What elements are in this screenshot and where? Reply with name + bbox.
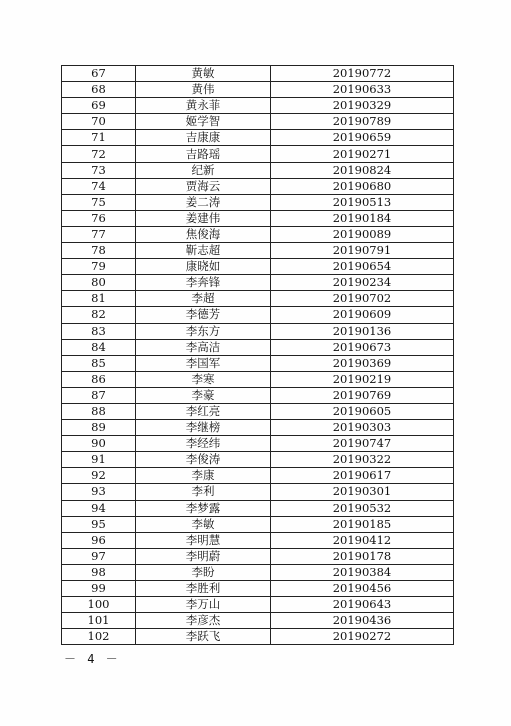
table-row [62,178,454,194]
table-row [62,130,454,146]
name-cell: 李彦杰 [136,613,271,629]
id-number-cell: 20190789 [271,114,454,130]
id-number-cell: 20190532 [271,500,454,516]
id-number-cell: 20190184 [271,210,454,226]
row-number-cell: 74 [62,178,136,194]
table-row [62,468,454,484]
name-cell: 李利 [136,484,271,500]
id-number-cell: 20190412 [271,532,454,548]
table-row [62,323,454,339]
row-number-cell: 97 [62,548,136,564]
name-cell: 吉康康 [136,130,271,146]
name-cell: 李高洁 [136,339,271,355]
name-cell: 康晓如 [136,259,271,275]
name-cell: 姜二涛 [136,194,271,210]
id-number-cell: 20190617 [271,468,454,484]
table-row [62,243,454,259]
name-cell: 焦俊海 [136,226,271,242]
name-cell: 李继榜 [136,420,271,436]
id-number-cell: 20190384 [271,564,454,580]
row-number-cell: 89 [62,420,136,436]
row-number-cell: 96 [62,532,136,548]
id-number-cell: 20190303 [271,420,454,436]
row-number-cell: 80 [62,275,136,291]
table-row [62,484,454,500]
table-row [62,259,454,275]
name-cell: 李超 [136,291,271,307]
id-number-cell: 20190089 [271,226,454,242]
name-cell: 李梦露 [136,500,271,516]
id-number-cell: 20190633 [271,82,454,98]
row-number-cell: 73 [62,162,136,178]
table-row [62,371,454,387]
row-number-cell: 92 [62,468,136,484]
table-row [62,436,454,452]
row-number-cell: 71 [62,130,136,146]
id-number-cell: 20190702 [271,291,454,307]
table-row [62,387,454,403]
table-row [62,146,454,162]
name-cell: 黄伟 [136,82,271,98]
id-number-cell: 20190272 [271,629,454,645]
row-number-cell: 98 [62,564,136,580]
row-number-cell: 82 [62,307,136,323]
row-number-cell: 102 [62,629,136,645]
table-row [62,613,454,629]
table-row [62,564,454,580]
page-number: － 4 － [64,652,120,666]
name-cell: 姜建伟 [136,210,271,226]
table-row [62,210,454,226]
name-cell: 李俊涛 [136,452,271,468]
table-row [62,403,454,419]
id-number-cell: 20190659 [271,130,454,146]
name-cell: 李红亮 [136,403,271,419]
table-row [62,307,454,323]
row-number-cell: 81 [62,291,136,307]
row-number-cell: 69 [62,98,136,114]
id-number-cell: 20190456 [271,581,454,597]
row-number-cell: 68 [62,82,136,98]
table-row [62,532,454,548]
table-row [62,452,454,468]
name-cell: 李寒 [136,371,271,387]
name-cell: 纪新 [136,162,271,178]
row-number-cell: 78 [62,243,136,259]
name-cell: 姬学智 [136,114,271,130]
row-number-cell: 101 [62,613,136,629]
id-number-cell: 20190329 [271,98,454,114]
name-cell: 李胜利 [136,581,271,597]
id-number-cell: 20190234 [271,275,454,291]
name-cell: 李万山 [136,597,271,613]
row-number-cell: 90 [62,436,136,452]
name-cell: 李盼 [136,564,271,580]
id-number-cell: 20190643 [271,597,454,613]
name-cell: 黄敏 [136,66,271,82]
row-number-cell: 86 [62,371,136,387]
name-cell: 李康 [136,468,271,484]
table-row [62,98,454,114]
table-row [62,629,454,645]
row-number-cell: 79 [62,259,136,275]
id-number-cell: 20190185 [271,516,454,532]
row-number-cell: 85 [62,355,136,371]
table-row [62,275,454,291]
id-number-cell: 20190436 [271,613,454,629]
table-row [62,581,454,597]
name-cell: 李跃飞 [136,629,271,645]
name-cell: 李奔锋 [136,275,271,291]
table-row [62,597,454,613]
id-number-cell: 20190369 [271,355,454,371]
name-cell: 李明慧 [136,532,271,548]
row-number-cell: 94 [62,500,136,516]
roster-table-body [62,66,454,645]
table-row [62,500,454,516]
table-row [62,162,454,178]
id-number-cell: 20190301 [271,484,454,500]
name-cell: 黄永菲 [136,98,271,114]
id-number-cell: 20190219 [271,371,454,387]
table-row [62,82,454,98]
row-number-cell: 87 [62,387,136,403]
id-number-cell: 20190747 [271,436,454,452]
row-number-cell: 93 [62,484,136,500]
id-number-cell: 20190322 [271,452,454,468]
row-number-cell: 100 [62,597,136,613]
row-number-cell: 91 [62,452,136,468]
row-number-cell: 83 [62,323,136,339]
table-row [62,291,454,307]
table-row [62,114,454,130]
table-row [62,339,454,355]
name-cell: 李明蔚 [136,548,271,564]
id-number-cell: 20190824 [271,162,454,178]
id-number-cell: 20190772 [271,66,454,82]
id-number-cell: 20190609 [271,307,454,323]
row-number-cell: 70 [62,114,136,130]
roster-table [61,65,454,645]
id-number-cell: 20190769 [271,387,454,403]
table-row [62,548,454,564]
row-number-cell: 67 [62,66,136,82]
table-row [62,194,454,210]
id-number-cell: 20190605 [271,403,454,419]
id-number-cell: 20190791 [271,243,454,259]
table-row [62,226,454,242]
id-number-cell: 20190673 [271,339,454,355]
row-number-cell: 75 [62,194,136,210]
id-number-cell: 20190654 [271,259,454,275]
table-row [62,66,454,82]
id-number-cell: 20190271 [271,146,454,162]
id-number-cell: 20190178 [271,548,454,564]
row-number-cell: 76 [62,210,136,226]
name-cell: 贾海云 [136,178,271,194]
row-number-cell: 77 [62,226,136,242]
name-cell: 李经纬 [136,436,271,452]
row-number-cell: 88 [62,403,136,419]
id-number-cell: 20190136 [271,323,454,339]
name-cell: 李国军 [136,355,271,371]
name-cell: 李豪 [136,387,271,403]
row-number-cell: 72 [62,146,136,162]
table-row [62,355,454,371]
row-number-cell: 99 [62,581,136,597]
name-cell: 李德芳 [136,307,271,323]
name-cell: 李敏 [136,516,271,532]
row-number-cell: 95 [62,516,136,532]
id-number-cell: 20190513 [271,194,454,210]
name-cell: 吉路瑶 [136,146,271,162]
name-cell: 李东方 [136,323,271,339]
name-cell: 靳志超 [136,243,271,259]
table-row [62,420,454,436]
row-number-cell: 84 [62,339,136,355]
id-number-cell: 20190680 [271,178,454,194]
table-row [62,516,454,532]
